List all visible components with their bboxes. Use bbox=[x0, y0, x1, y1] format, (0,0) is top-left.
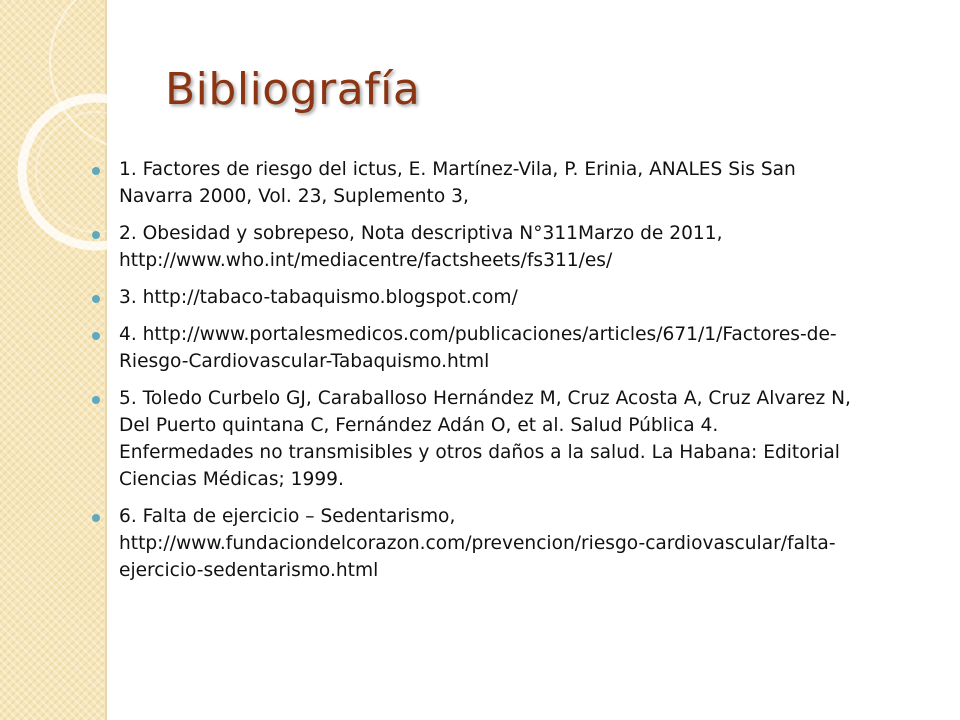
reference-item-5 bbox=[92, 385, 852, 493]
bullet-icon bbox=[92, 332, 100, 340]
reference-item-2 bbox=[92, 220, 852, 274]
reference-text: 4. http://www.portalesmedicos.com/publicaciones/articles/671/1/Factores-de-Riesgo-Cardiovascular-Tabaquismo.html bbox=[119, 324, 837, 372]
bullet-icon bbox=[92, 295, 100, 303]
reference-text: 1. Factores de riesgo del ictus, E. Martínez-Vila, P. Erinia, ANALES Sis San Navarra 2000, Vol. 23, Suplemento 3, bbox=[119, 159, 796, 207]
reference-item-6 bbox=[92, 503, 852, 584]
slide-title: Bibliografía bbox=[165, 64, 421, 115]
reference-text: 2. Obesidad y sobrepeso, Nota descriptiva N°311Marzo de 2011, http://www.who.int/mediacentre/factsheets/fs311/es/ bbox=[119, 223, 723, 271]
bullet-icon bbox=[92, 514, 100, 522]
bullet-icon bbox=[92, 167, 100, 175]
reference-text: 6. Falta de ejercicio – Sedentarismo, http://www.fundaciondelcorazon.com/prevencion/riesgo-cardiovascular/falta-ejercicio-sedentarismo.html bbox=[119, 506, 836, 581]
reference-item-3 bbox=[92, 284, 852, 311]
bibliography-list bbox=[92, 156, 852, 594]
reference-item-4 bbox=[92, 321, 852, 375]
reference-item-1 bbox=[92, 156, 852, 210]
bullet-icon bbox=[92, 396, 100, 404]
bullet-icon bbox=[92, 231, 100, 239]
reference-text: 5. Toledo Curbelo GJ, Caraballoso Hernández M, Cruz Acosta A, Cruz Alvarez N, Del Puerto quintana C, Fernández Adán O, et al. Salud Pública 4. Enfermedades no transmisibles y otros daños a la salud. La Habana: Editorial Ciencias Médicas; 1999. bbox=[119, 388, 851, 490]
reference-text: 3. http://tabaco-tabaquismo.blogspot.com/ bbox=[119, 287, 518, 308]
